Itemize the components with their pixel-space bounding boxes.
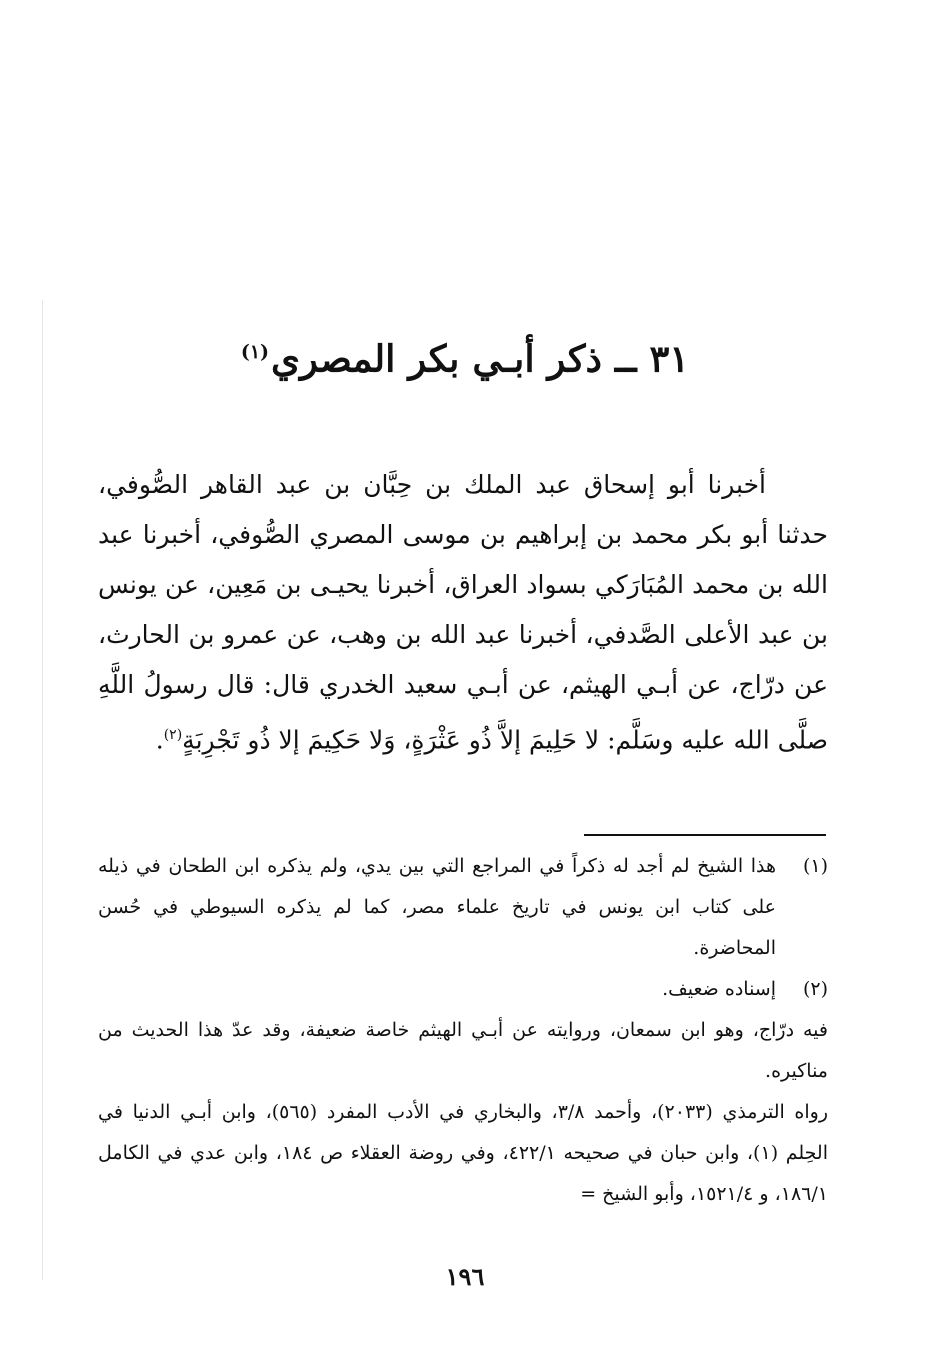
heading-text: ٣١ ــ ذكر أبـي بكر المصري [271, 336, 690, 381]
hadith-paragraph [98, 460, 828, 765]
footnote-divider [584, 834, 826, 836]
hadith-text: أخبرنا أبو إسحاق عبد الملك بن حِبَّان بن عبد القاهر الصُّوفي، حدثنا أبو بكر محمد بن إبراهيم بن موسى المصري الصُّوفي، أخبرنا عبد الله بن محمد المُبَارَكي بسواد العراق، أخبرنا يحيـى بن مَعِين، عن يونس بن عبد الأعلى الصَّدفي، أخبرنا عبد الله بن وهب، عن عمرو بن الحارث، عن درّاج، عن أبـي الهيثم، عن أبـي سعيد الخدري قال: قال رسولُ اللَّهِ صلَّى الله عليه وسَلَّم: لا حَلِيمَ إلاَّ ذُو عَثْرَةٍ، وَلا حَكِيمَ إلا ذُو تَجْرِبَةٍ [98, 470, 828, 755]
footnote-2-paragraph-2: فيه درّاج، وهو ابن سمعان، وروايته عن أبـي الهيثم خاصة ضعيفة، وقد عدّ هذا الحديث من مناكيره. [98, 1019, 828, 1082]
footnote-2-number: (٢) [802, 978, 828, 1000]
footnote-1 [98, 846, 828, 969]
body-footnote-ref: (٢) [163, 727, 183, 743]
footnote-1-text: هذا الشيخ لم أجد له ذكراً في المراجع التي بين يدي، ولم يذكره ابن الطحان في ذيله على كتاب ابن يونس في تاريخ علماء مصر، كما لم يذكره السيوطي في حُسن المحاضرة. [98, 855, 776, 959]
footnote-2-paragraph-3: رواه الترمذي (٢٠٣٣)، وأحمد ٣/٨، والبخاري في الأدب المفرد (٥٦٥)، وابن أبـي الدنيا في الحِلم (١)، وابن حبان في صحيحه ٤٢٢/١، وفي روضة العقلاء ص ١٨٤، وابن عدي في الكامل ١٨٦/١، و ١٥٢١/٤، وأبو الشيخ = [98, 1101, 829, 1205]
body-end-punct: . [155, 725, 164, 755]
page-edge-line [42, 300, 43, 1280]
footnote-2 [98, 969, 828, 1010]
footnote-2-text: إسناده ضعيف. [662, 978, 776, 1000]
footnotes-section [98, 846, 828, 1215]
heading-footnote-ref: (١) [240, 341, 270, 363]
page-number: ١٩٦ [445, 1262, 485, 1291]
section-heading [90, 322, 840, 388]
footnote-1-number: (١) [802, 855, 828, 877]
